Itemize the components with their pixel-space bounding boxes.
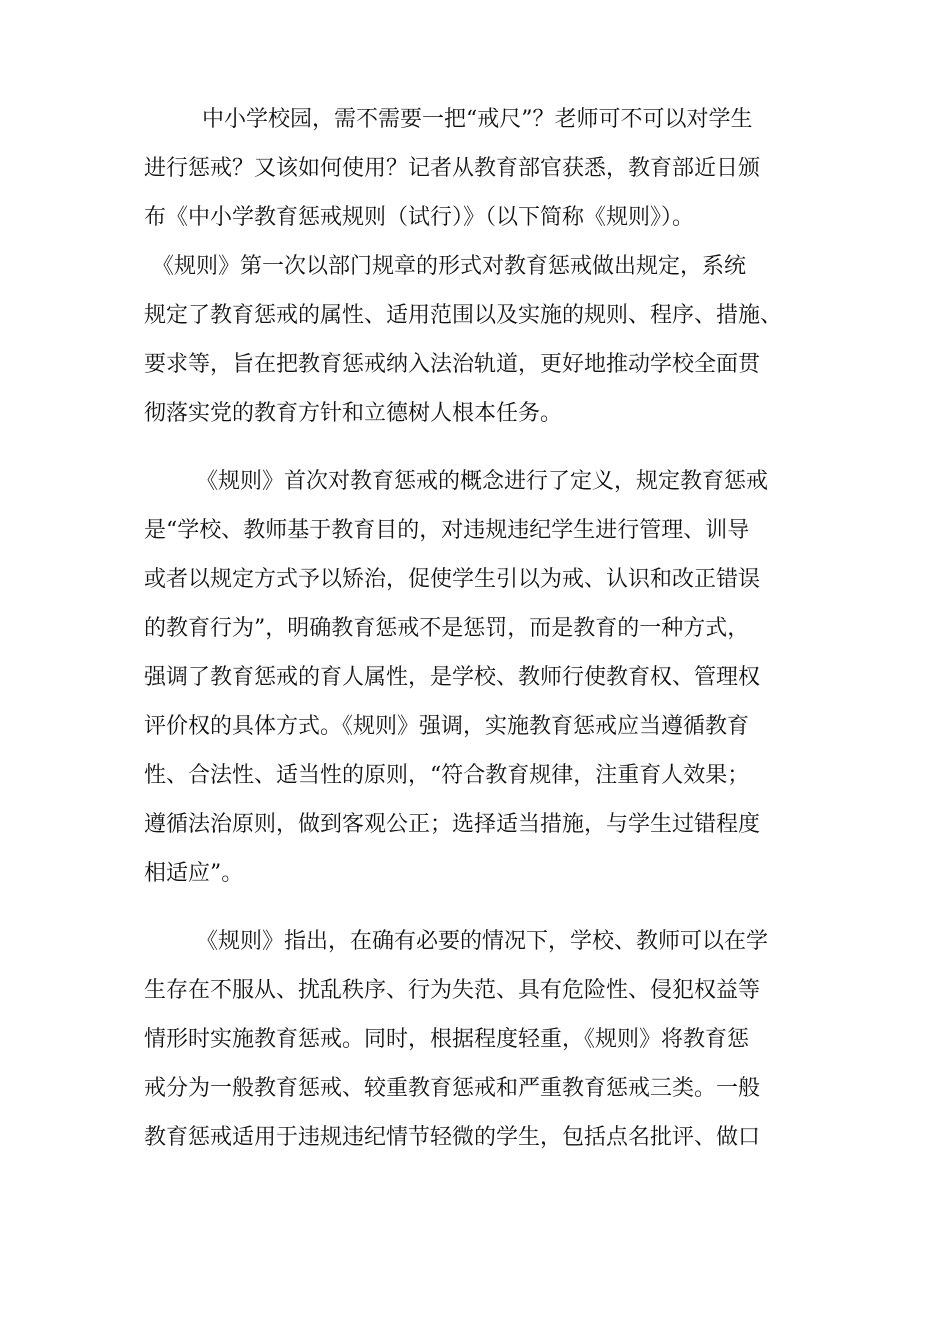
paragraph-2-line-8: 遵循法治原则，做到客观公正；选择适当措施，与学生过错程度 xyxy=(144,812,761,837)
paragraph-2-line-3: 或者以规定方式予以矫治，促使学生引以为戒、认识和改正错误 xyxy=(144,567,761,592)
paragraph-1-line-6: 要求等，旨在把教育惩戒纳入法治轨道，更好地推动学校全面贯 xyxy=(144,352,761,377)
paragraph-2-line-6: 评价权的具体方式。《规则》强调，实施教育惩戒应当遵循教育 xyxy=(144,714,750,739)
paragraph-2-line-5: 强调了教育惩戒的育人属性，是学校、教师行使教育权、管理权 xyxy=(144,665,761,690)
paragraph-2-line-7: 性、合法性、适当性的原则，“符合教育规律，注重育人效果； xyxy=(144,763,750,788)
paragraph-3-line-5: 教育惩戒适用于违规违纪情节轻微的学生，包括点名批评、做口 xyxy=(144,1125,761,1150)
paragraph-1-line-2: 进行惩戒？又该如何使用？记者从教育部官获悉，教育部近日颁 xyxy=(144,156,761,181)
paragraph-1-line-4: 《规则》第一次以部门规章的形式对教育惩戒做出规定，系统 xyxy=(152,254,747,279)
paragraph-2-line-4: 的教育行为”，明确教育惩戒不是惩罚，而是教育的一种方式， xyxy=(144,616,750,641)
paragraph-2-line-2: 是“学校、教师基于教育目的，对违规违纪学生进行管理、训导 xyxy=(144,518,750,543)
paragraph-3-line-4: 戒分为一般教育惩戒、较重教育惩戒和严重教育惩戒三类。一般 xyxy=(144,1076,761,1101)
paragraph-3-line-3: 情形时实施教育惩戒。同时，根据程度轻重，《规则》将教育惩 xyxy=(144,1027,750,1052)
paragraph-2-line-9: 相适应”。 xyxy=(144,861,244,886)
paragraph-1-line-7: 彻落实党的教育方针和立德树人根本任务。 xyxy=(144,401,563,426)
paragraph-2-line-1: 《规则》首次对教育惩戒的概念进行了定义，规定教育惩戒 xyxy=(196,469,769,494)
paragraph-1-line-1: 中小学校园，需不需要一把“戒尺”？老师可不可以对学生 xyxy=(202,107,753,132)
paragraph-3-line-1: 《规则》指出，在确有必要的情况下，学校、教师可以在学 xyxy=(196,929,769,954)
paragraph-1-line-3: 布《中小学教育惩戒规则（试行）》（以下简称《规则》）。 xyxy=(144,205,695,230)
paragraph-1-line-5: 规定了教育惩戒的属性、适用范围以及实施的规则、程序、措施、 xyxy=(144,303,783,328)
paragraph-3-line-2: 生存在不服从、扰乱秩序、行为失范、具有危险性、侵犯权益等 xyxy=(144,978,761,1003)
